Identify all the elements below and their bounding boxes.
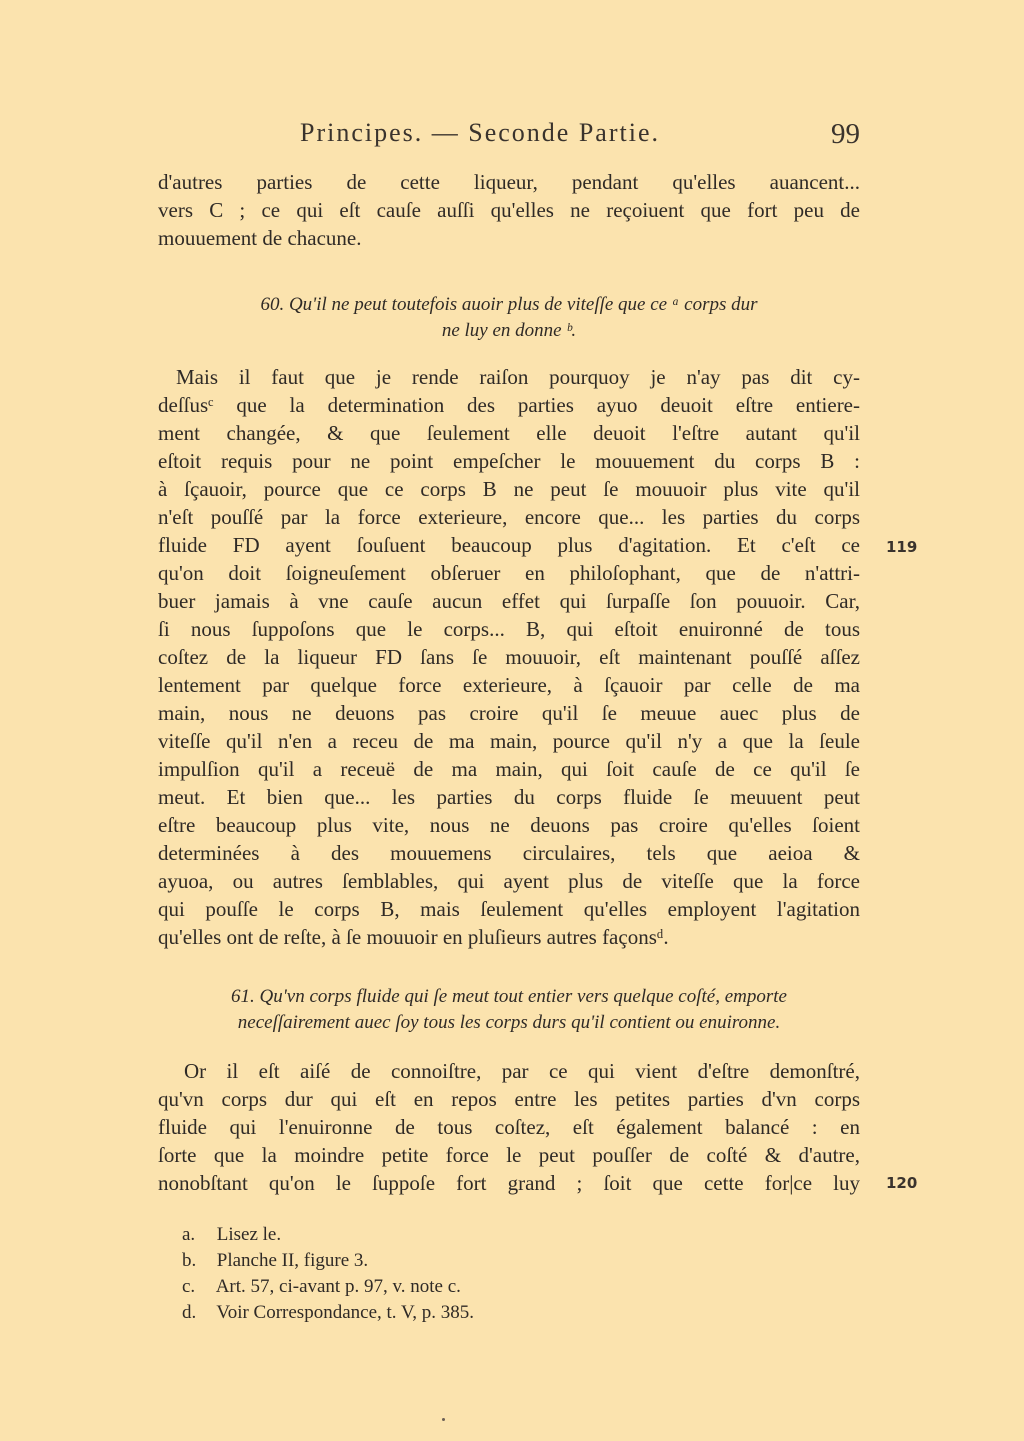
text-line: qu'vn corps dur qui eſt en repos entre les petites parties d'vn corps xyxy=(158,1087,860,1111)
footnote xyxy=(182,1248,474,1274)
text-line: nonobſtant qu'on le ſuppoſe fort grand ; ſoit que cette for|ce luy xyxy=(158,1171,860,1195)
text-line: vers C ; ce qui eſt cauſe auſſi qu'elles ne reçoiuent que fort peu de xyxy=(158,198,860,222)
footnotes xyxy=(182,1222,474,1326)
text-line: impulſion qu'il a receuë de ma main, qui ſoit cauſe de ce qu'il ſe xyxy=(158,757,860,781)
footnote-text: Voir Correspondance, t. V, p. 385. xyxy=(216,1302,474,1323)
article-61-heading xyxy=(158,984,860,1036)
footnote-label: a. xyxy=(182,1224,196,1245)
text-line: eſtoit requis pour ne point empeſcher le mouuement du corps B : xyxy=(158,449,860,473)
footnote xyxy=(182,1300,474,1326)
text-line: Or il eſt aiſé de connoiſtre, par ce qui vient d'eſtre demonſtré, xyxy=(184,1059,860,1083)
text-line: lentement par quelque force exterieure, à ſçauoir par celle de ma xyxy=(158,673,860,697)
text-line: meut. Et bien que... les parties du corps fluide ſe meuuent peut xyxy=(158,785,860,809)
running-head xyxy=(300,118,860,148)
text-line: ayuoa, ou autres ſemblables, qui ayent plus de viteſſe que la force xyxy=(158,869,860,893)
text-line: coſtez de la liqueur FD ſans ſe mouuoir, eſt maintenant pouſſé aſſez xyxy=(158,645,860,669)
text-line: à ſçauoir, pource que ce corps B ne peut ſe mouuoir plus vite qu'il xyxy=(158,477,860,501)
heading-line: ne luy en donne ᵇ. xyxy=(441,320,577,341)
article-61-paragraph xyxy=(158,1057,860,1197)
text-line: qui pouſſe le corps B, mais ſeulement qu'elles employent l'agitation xyxy=(158,897,860,921)
text-line: determinées à des mouuemens circulaires, tels que aeioa & xyxy=(158,841,860,865)
footnote xyxy=(182,1274,474,1300)
footnote-text: Art. 57, ci-avant p. 97, v. note c. xyxy=(215,1276,461,1297)
continuation-paragraph xyxy=(158,168,860,252)
text-line: fluide qui l'enuironne de tous coſtez, eſt également balancé : en xyxy=(158,1115,860,1139)
heading-line: 61. Qu'vn corps fluide qui ſe meut tout entier vers quelque coſté, emporte xyxy=(231,986,787,1007)
page-number: 99 xyxy=(831,118,860,150)
running-head-title: Principes. — Seconde Partie. xyxy=(300,118,660,147)
footnote xyxy=(182,1222,474,1248)
margin-line-number: 120 xyxy=(886,1174,918,1192)
text-line: qu'on doit ſoigneuſement obſeruer en philoſophant, que de n'attri- xyxy=(158,561,860,585)
print-speck xyxy=(442,1418,445,1421)
footnote-label: b. xyxy=(182,1250,197,1271)
text-line: d'autres parties de cette liqueur, pendant qu'elles auancent... xyxy=(158,170,860,194)
margin-line-number: 119 xyxy=(886,538,918,556)
text-line: fluide FD ayent ſouſuent beaucoup plus d'agitation. Et c'eſt ce xyxy=(158,533,860,557)
heading-line: neceſſairement auec ſoy tous les corps durs qu'il contient ou enuironne. xyxy=(237,1012,781,1033)
text-line: viteſſe qu'il n'en a receu de ma main, pource qu'il n'y a que la ſeule xyxy=(158,729,860,753)
article-60-paragraph xyxy=(158,363,860,951)
text-line: ſorte que la moindre petite force le peut pouſſer de coſté & d'autre, xyxy=(158,1143,860,1167)
footnote-text: Lisez le. xyxy=(216,1224,282,1245)
article-60-heading xyxy=(158,292,860,344)
text-line: deſſusᶜ que la determination des parties ayuo deuoit eſtre entiere- xyxy=(158,393,860,417)
text-line: buer jamais à vne cauſe aucun effet qui ſurpaſſe ſon pouuoir. Car, xyxy=(158,589,860,613)
text-line: mouuement de chacune. xyxy=(158,226,362,250)
text-line: main, nous ne deuons pas croire qu'il ſe meuue auec plus de xyxy=(158,701,860,725)
footnote-label: c. xyxy=(182,1276,196,1297)
text-line: ment changée, & que ſeulement elle deuoit l'eſtre autant qu'il xyxy=(158,421,860,445)
text-line: qu'elles ont de reſte, à ſe mouuoir en pluſieurs autres façonsᵈ. xyxy=(158,925,669,949)
text-line: eſtre beaucoup plus vite, nous ne deuons pas croire qu'elles ſoient xyxy=(158,813,860,837)
text-line: Mais il faut que je rende raiſon pourquoy je n'ay pas dit cy- xyxy=(176,365,860,389)
text-line: n'eſt pouſſé par la force exterieure, encore que... les parties du corps xyxy=(158,505,860,529)
text-line: ſi nous ſuppoſons que le corps... B, qui eſtoit enuironné de tous xyxy=(158,617,860,641)
heading-line: 60. Qu'il ne peut toutefois auoir plus de viteſſe que ce ᵃ corps dur xyxy=(260,294,758,315)
footnote-label: d. xyxy=(182,1302,197,1323)
footnote-text: Planche II, figure 3. xyxy=(216,1250,369,1271)
